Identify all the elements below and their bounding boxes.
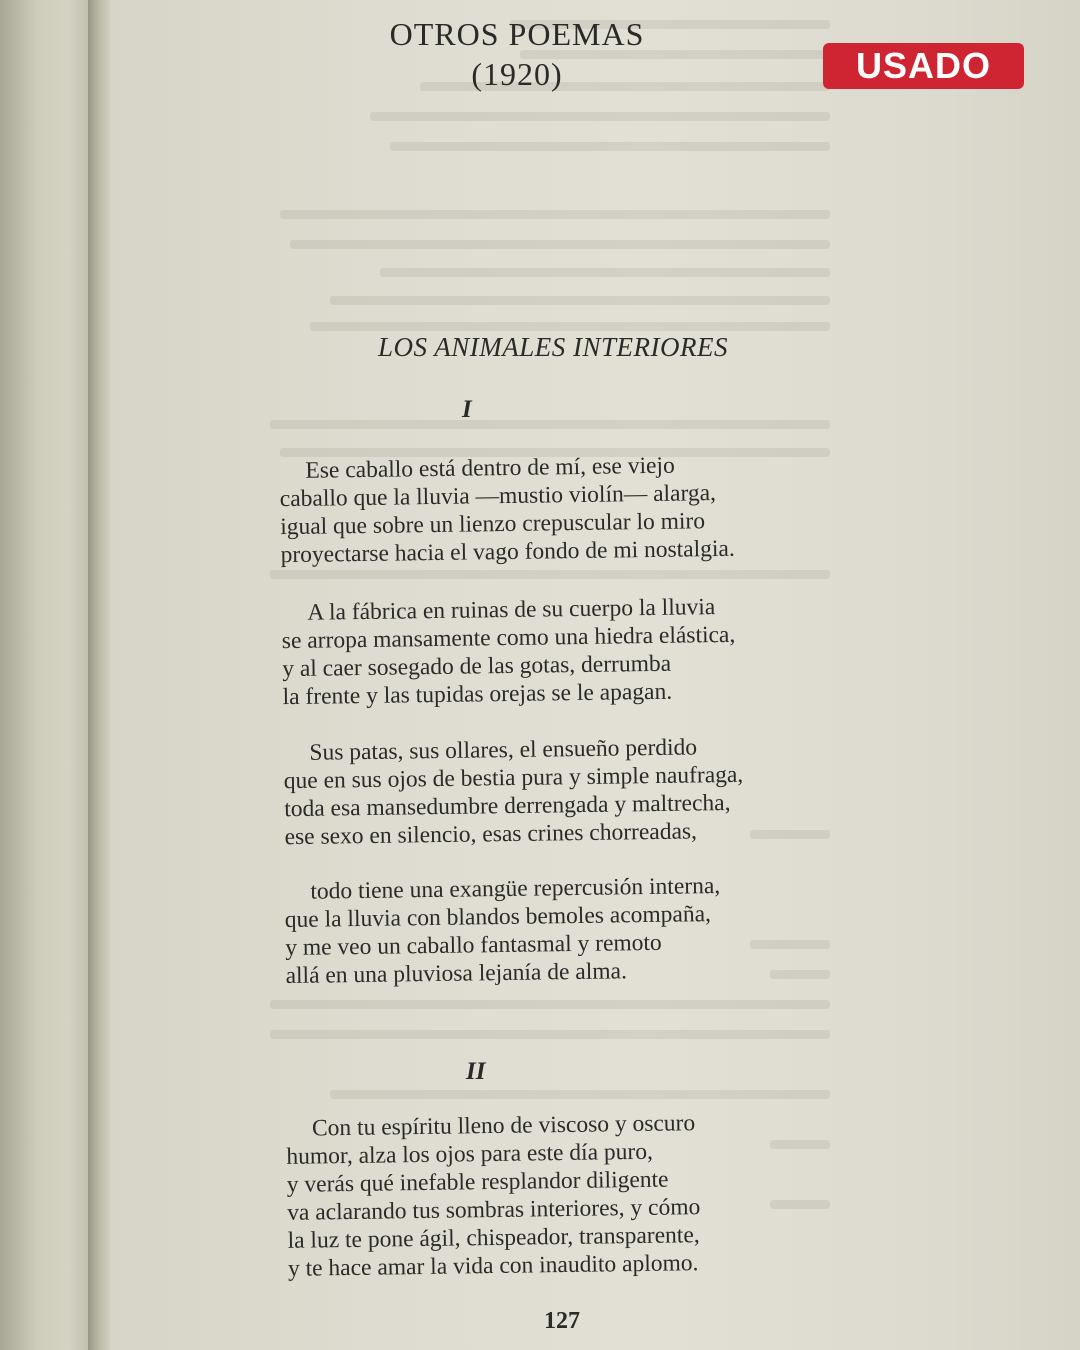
verse-line: caballo que la lluvia —mustio violín— alarga,	[279, 480, 717, 513]
verse-line: la luz te pone ágil, chispeador, transparente,	[287, 1222, 700, 1254]
stanza	[283, 733, 744, 851]
stanza	[279, 451, 735, 569]
verse-line: A la fábrica en ruinas de su cuerpo la lluvia	[307, 594, 716, 626]
verse-line: Ese caballo está dentro de mí, ese viejo	[305, 452, 675, 484]
verse-line: y me veo un caballo fantasmal y remoto	[285, 929, 662, 962]
verse-line: va aclarando tus sombras interiores, y cómo	[287, 1194, 701, 1226]
verse-line: se arropa mansamente como una hiedra elástica,	[281, 621, 736, 655]
section-number: II	[466, 1058, 486, 1085]
used-badge: USADO	[823, 43, 1024, 89]
running-head-year: (1920)	[471, 56, 563, 92]
verse-line: que la lluvia con blandos bemoles acompaña,	[284, 901, 712, 934]
verse-line: proyectarse hacia el vago fondo de mi nostalgia.	[280, 535, 735, 569]
page-number: 127	[544, 1308, 580, 1334]
stanza	[284, 872, 721, 990]
verse-line: y verás qué inefable resplandor diligente	[286, 1166, 669, 1198]
verse-line: ese sexo en silencio, esas crines chorreadas,	[284, 818, 698, 851]
verse-line: toda esa mansedumbre derrengada y maltrecha,	[284, 789, 731, 823]
verse-line: Con tu espíritu lleno de viscoso y oscuro	[311, 1110, 696, 1142]
verse-line: la frente y las tupidas orejas se le apagan.	[282, 678, 673, 711]
verse-line: que en sus ojos de bestia pura y simple naufraga,	[283, 761, 744, 795]
verse-line: y te hace amar la vida con inaudito aplomo.	[287, 1250, 699, 1282]
left-page-edge	[0, 0, 92, 1350]
stanza	[281, 593, 736, 711]
verse-line: humor, alza los ojos para este día puro,	[286, 1138, 654, 1170]
verse-line: Sus patas, sus ollares, el ensueño perdido	[309, 734, 698, 766]
verse-line: todo tiene una exangüe repercusión interna,	[310, 872, 721, 905]
verse-line: allá en una pluviosa lejanía de alma.	[285, 958, 628, 990]
verse-line: y al caer sosegado de las gotas, derrumba	[282, 650, 672, 683]
book-gutter	[88, 0, 110, 1350]
section-number: I	[462, 396, 472, 423]
verse-line: igual que sobre un lienzo crepuscular lo miro	[280, 508, 706, 541]
stanza	[286, 1109, 701, 1283]
running-head-title: OTROS POEMAS	[389, 16, 645, 52]
poem-title: LOS ANIMALES INTERIORES	[378, 332, 728, 362]
